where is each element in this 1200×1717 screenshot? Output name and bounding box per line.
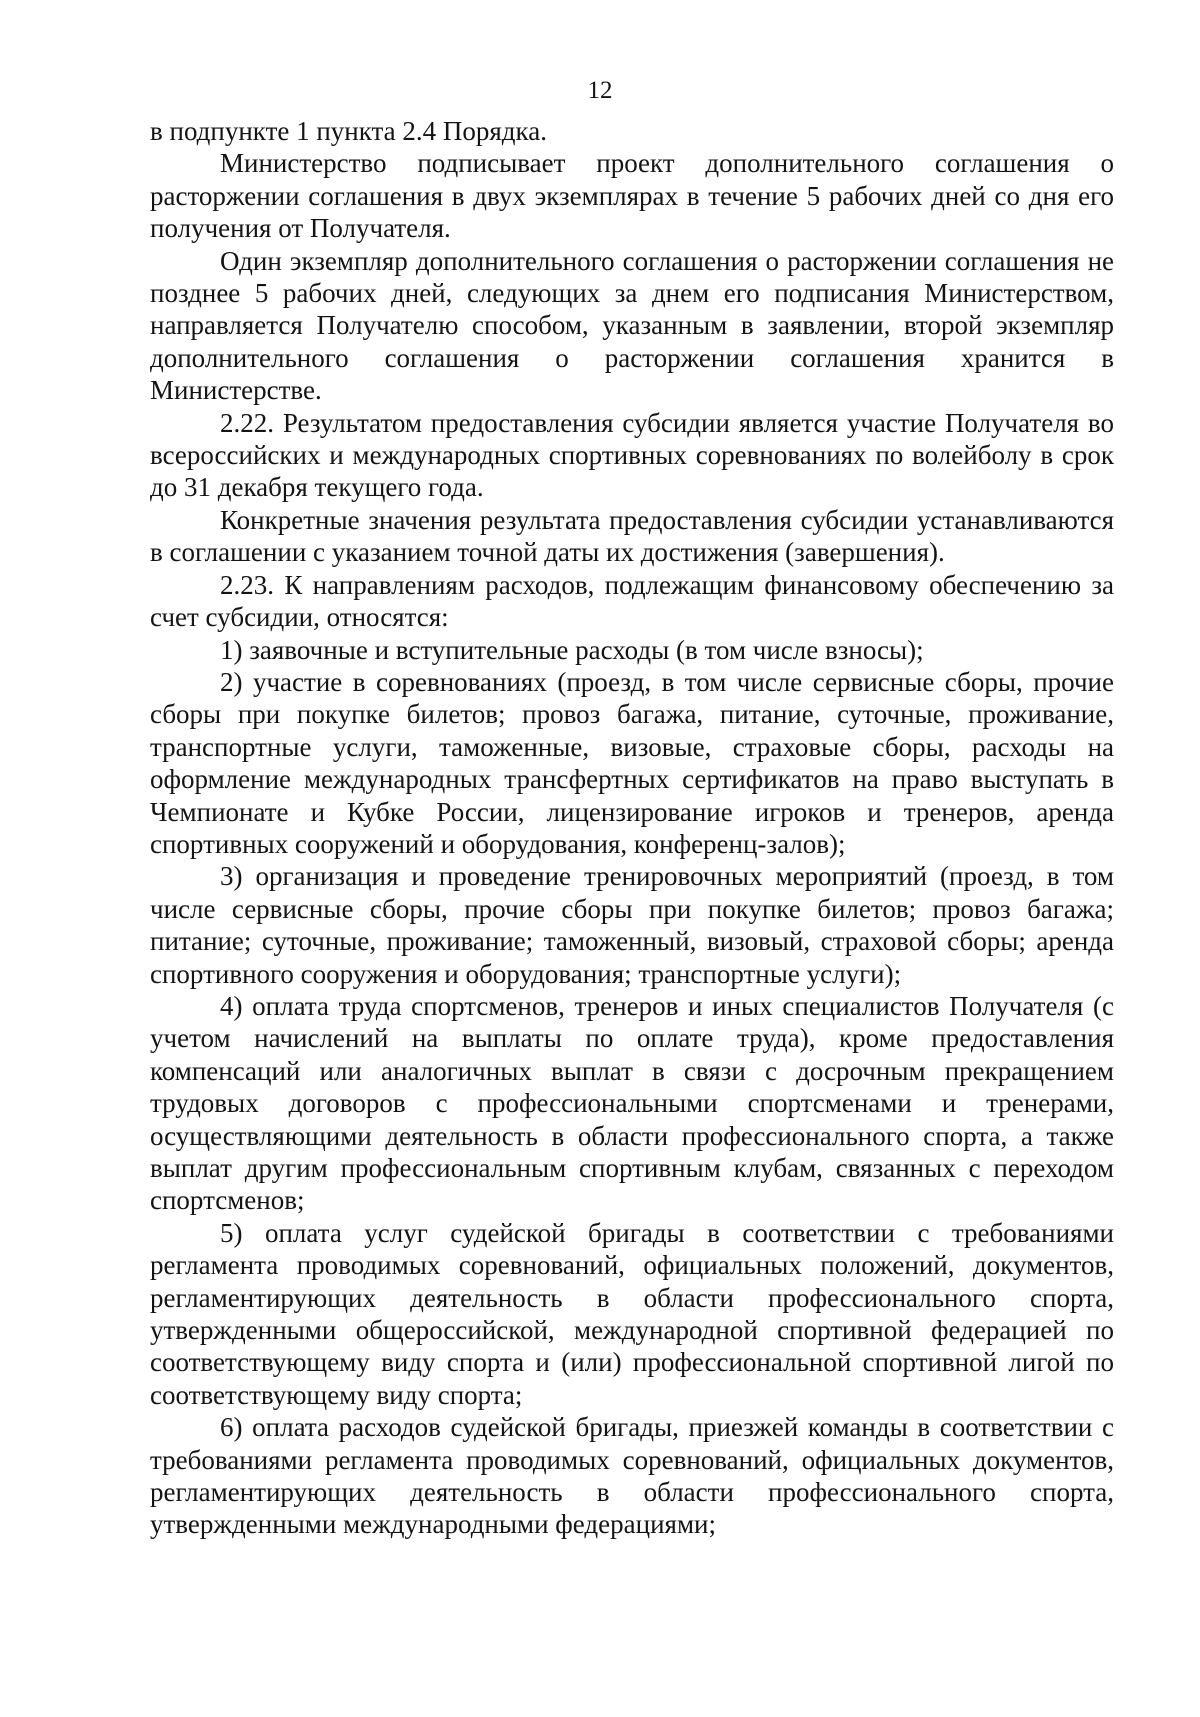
document-body [150, 115, 1114, 1541]
paragraph: 4) оплата труда спортсменов, тренеров и иных специалистов Получателя (с учетом начислений на выплаты по оплате труда), кроме предоставления компенсаций или аналогичных выплат в связи с досрочным прекращением трудовых договоров с профессиональными спортсменами и тренерами, осуществляющими деятельность в области профессионального спорта, а также выплат другим профессиональным спортивным клубам, связанных с переходом спортсменов; [150, 990, 1114, 1216]
paragraph: в подпункте 1 пункта 2.4 Порядка. [150, 116, 547, 146]
page-number: 12 [587, 77, 613, 104]
paragraph: 1) заявочные и вступительные расходы (в том числе взносы); [220, 634, 924, 665]
paragraph: 6) оплата расходов судейской бригады, приезжей команды в соответствии с требованиями регламента проводимых соревнований, официальных документов, регламентирующих деятельность в области профессионального спорта, утвержденными международными федерациями; [150, 1412, 1114, 1540]
paragraph: Один экземпляр дополнительного соглашения о расторжении соглашения не позднее 5 рабочих дней, следующих за днем его подписания Министерством, направляется Получателю способом, указанным в заявлении, второй экземпляр дополнительного соглашения о расторжении соглашения хранится в Министерстве. [150, 245, 1114, 406]
paragraph: Министерство подписывает проект дополнительного соглашения о расторжении соглашения в двух экземплярах в течение 5 рабочих дней со дня его получения от Получателя. [150, 148, 1114, 244]
paragraph: Конкретные значения результата предоставления субсидии устанавливаются в соглашении с указанием точной даты их достижения (завершения). [150, 504, 1114, 568]
paragraph: 5) оплата услуг судейской бригады в соответствии с требованиями регламента проводимых соревнований, официальных положений, документов, регламентирующих деятельность в области профессионального спорта, утвержденными общероссийской, международной спортивной федерацией по соответствующему виду спорта и (или) профессиональной спортивной лигой по соответствующему виду спорта; [150, 1217, 1114, 1410]
paragraph: 2.23. К направлениям расходов, подлежащим финансовому обеспечению за счет субсидии, относятся: [150, 569, 1114, 633]
paragraph: 3) организация и проведение тренировочных мероприятий (проезд, в том числе сервисные сборы, прочие сборы при покупке билетов; провоз багажа; питание; суточные, проживание; таможенный, визовый, страховой сборы; аренда спортивного сооружения и оборудования; транспортные услуги); [150, 861, 1114, 989]
paragraph: 2.22. Результатом предоставления субсидии является участие Получателя во всероссийских и международных спортивных соревнованиях по волейболу в срок до 31 декабря текущего года. [150, 407, 1114, 503]
paragraph: 2) участие в соревнованиях (проезд, в том числе сервисные сборы, прочие сборы при покупке билетов; провоз багажа, питание, суточные, проживание, транспортные услуги, таможенные, визовые, страховые сборы, расходы на оформление международных трансфертных сертификатов на право выступать в Чемпионате и Кубке России, лицензирование игроков и тренеров, аренда спортивных сооружений и оборудования, конференц-залов); [150, 666, 1114, 859]
